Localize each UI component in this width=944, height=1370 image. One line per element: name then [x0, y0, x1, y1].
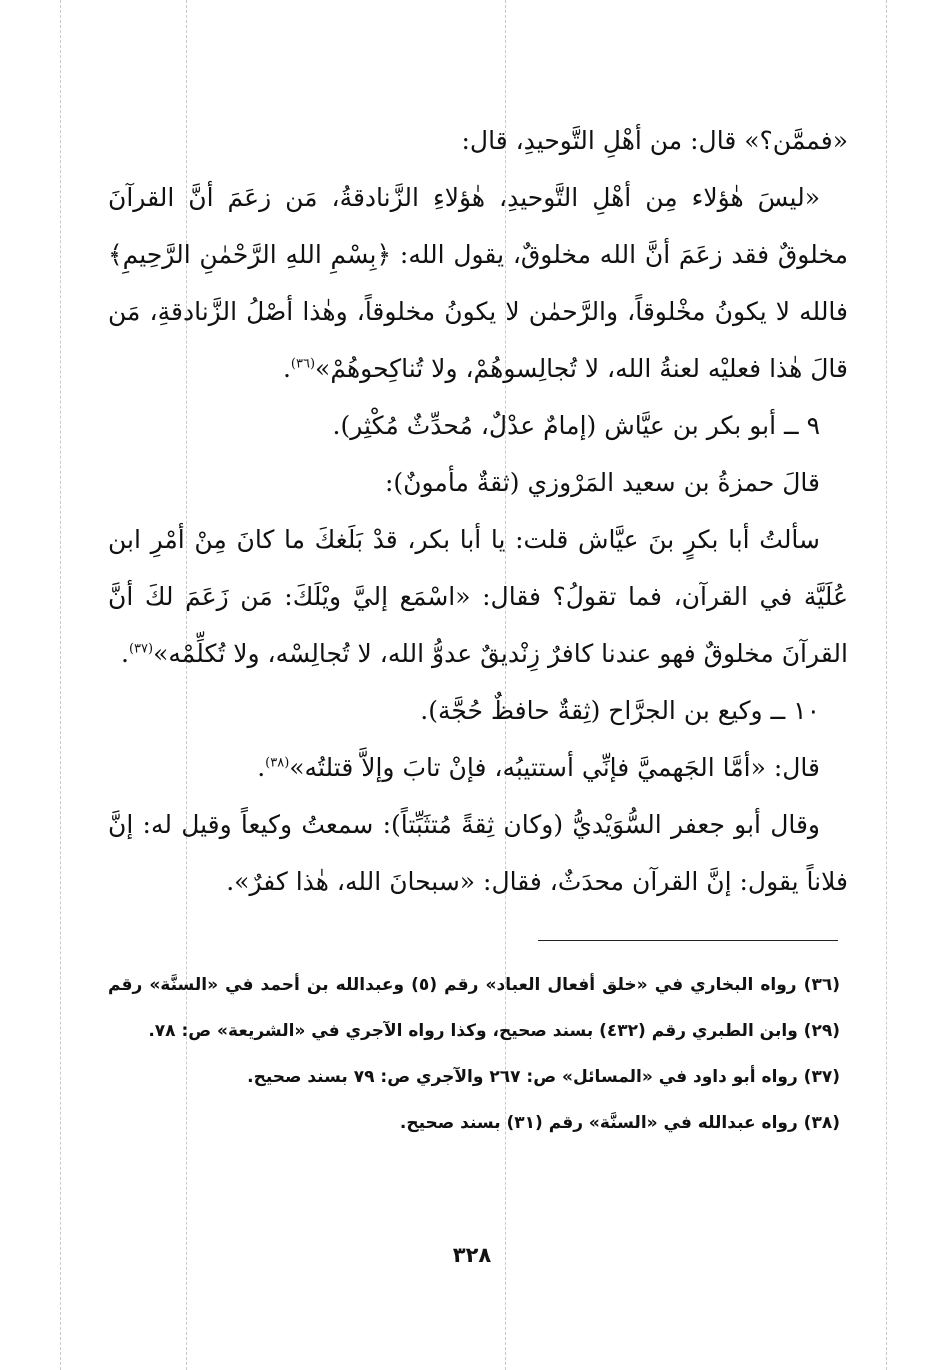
footnote-ref[interactable]: (٣٨): [265, 755, 290, 771]
heading-text: ١٠ ــ وكيع بن الجرَّاح (ثِقةٌ حافظٌ حُجَّة).: [420, 696, 820, 725]
main-text: [108, 110, 848, 910]
paragraph-end: .: [121, 639, 129, 668]
paragraph-text: «ليسَ هٰؤلاء مِن أهْلِ التَّوحيدِ، هٰؤلاءِ الزَّنادقةُ، مَن زعَمَ أنَّ القرآنَ مخلوقٌ فقد زعَمَ أنَّ الله مخلوقٌ، يقول الله: ﴿بِسْمِ اللهِ الرَّحْمٰنِ الرَّحِيمِ﴾ فالله لا يكونُ مخْلوقاً، والرَّحمٰن لا يكونُ مخلوقاً، وهٰذا أصْلُ الزَّنادقةِ، مَن قالَ هٰذا فعليْه لعنةُ الله، لا تُجالِسوهُمْ، ولا تُناكِحوهُمْ»: [108, 183, 848, 383]
footnote-ref[interactable]: (٣٦): [290, 356, 316, 372]
narrator-intro: [108, 454, 848, 511]
paragraph-abu-bakr: [108, 511, 848, 682]
scan-guide-line: [886, 0, 887, 1370]
paragraph-suwaydi: [108, 796, 848, 910]
narrator-heading-10: [108, 682, 848, 739]
narrator-heading-9: [108, 397, 848, 454]
footnote-38: (٣٨) رواه عبدالله في «السنَّة» رقم (٣١) بسند صحيح.: [399, 1113, 840, 1133]
footnote-37: (٣٧) رواه أبو داود في «المسائل» ص: ٢٦٧ والآجري ص: ٧٩ بسند صحيح.: [247, 1067, 840, 1087]
footnote-ref[interactable]: (٣٧): [128, 641, 154, 657]
paragraph-text: قال: «أمَّا الجَهميَّ فإنِّي أستتيبُه، فإنْ تابَ وإلاَّ قتلتُه»: [289, 753, 820, 782]
scan-guide-line: [60, 0, 61, 1370]
footnote-divider: [538, 940, 838, 941]
paragraph-text: «فممَّن؟» قال: من أهْلِ التَّوحيدِ، قال:: [461, 126, 848, 155]
paragraph-end: .: [282, 354, 291, 383]
paragraph-end: .: [257, 753, 266, 782]
paragraph-quote-zanadiqa: [108, 169, 848, 397]
paragraph-jahmi: [108, 739, 848, 796]
paragraph-text: سألتُ أبا بكرٍ بنَ عيَّاش قلت: يا أبا بكر، قدْ بَلَغكَ ما كانَ مِنْ أمْرِ ابن عُلَيَّة في القرآن، فما تقولُ؟ فقال: «اسْمَع إليَّ ويْلَكَ: مَن زَعَمَ لكَ أنَّ القرآنَ مخلوقٌ فهو عندنا كافرٌ زِنْديقٌ عدوُّ الله، لا تُجالِسْه، ولا تُكلِّمْه»: [108, 525, 848, 668]
footnotes: [108, 962, 840, 1146]
heading-text: ٩ ــ أبو بكر بن عيَّاش (إمامٌ عدْلٌ، مُحدِّثٌ مُكْثِر).: [332, 411, 820, 440]
page-number: ٣٢٨: [452, 1243, 492, 1267]
paragraph-question: [108, 112, 848, 169]
paragraph-text: قالَ حمزةُ بن سعيد المَرْوزي (ثقةٌ مأمونٌ):: [384, 468, 820, 497]
paragraph-text: وقال أبو جعفر السُّوَيْديُّ (وكان ثِقةً مُتثَبِّتاً): سمعتُ وكيعاً وقيل له: إنَّ فلاناً يقول: إنَّ القرآن محدَثٌ، فقال: «سبحانَ الله، هٰذا كفرٌ».: [108, 810, 848, 896]
footnote-36: (٣٦) رواه البخاري في «خلق أفعال العباد» رقم (٥) وعبدالله بن أحمد في «السنَّة» رقم (٢٩) وابن الطبري رقم (٤٣٢) بسند صحيح، وكذا رواه الآجري في «الشريعة» ص: ٧٨.: [108, 975, 840, 1041]
